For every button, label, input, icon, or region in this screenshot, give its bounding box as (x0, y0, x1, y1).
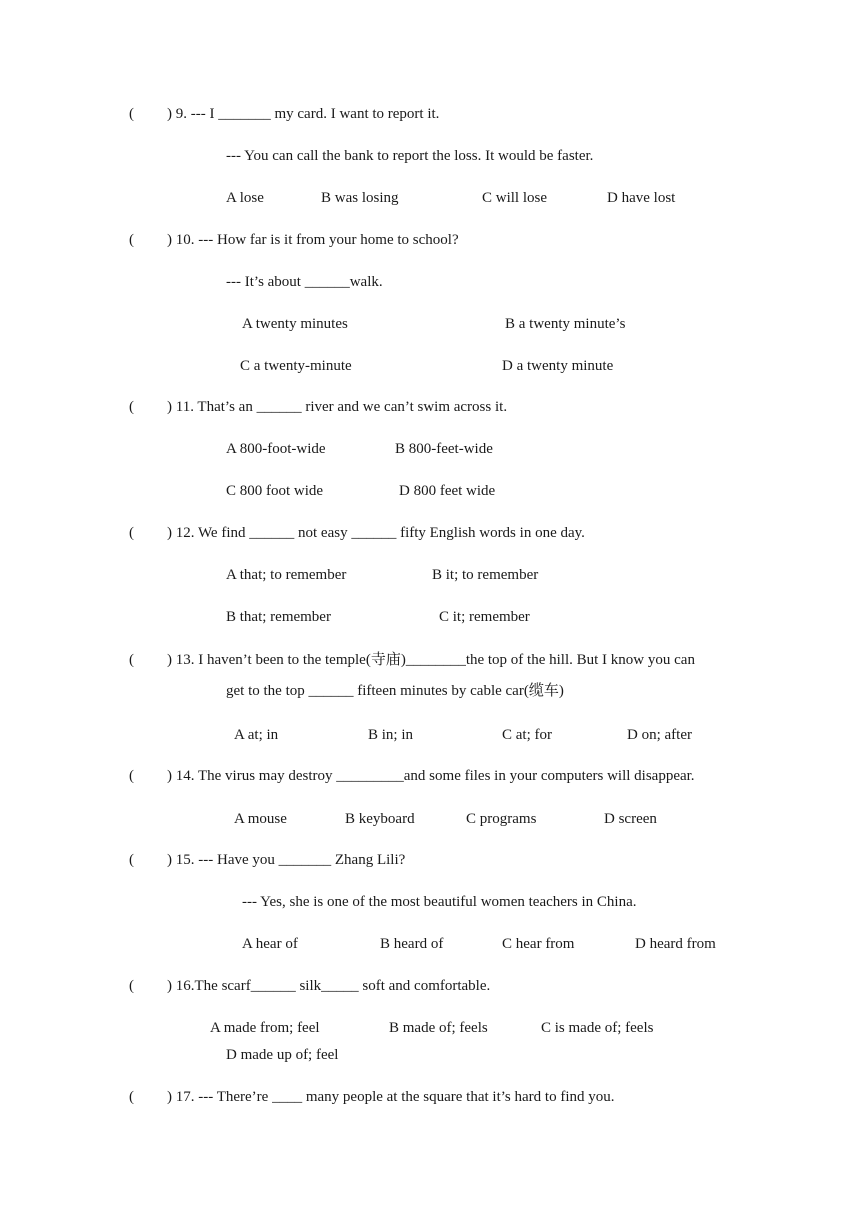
option-a: A mouse (234, 811, 287, 827)
option-b: B 800-feet-wide (395, 441, 493, 457)
option-c: C hear from (502, 936, 575, 952)
answer-blank-open: ( (129, 768, 134, 784)
question-stem: ) 16.The scarf______ silk_____ soft and comfortable. (167, 978, 491, 994)
option-a: A 800-foot-wide (226, 441, 326, 457)
question-stem: ) 14. The virus may destroy _________and some files in your computers will disappear. (167, 768, 695, 784)
option-d: D screen (604, 811, 657, 827)
question-stem-continued: get to the top ______ fifteen minutes by cable car(缆车) (226, 683, 564, 699)
option-a: A that; to remember (226, 567, 347, 583)
answer-blank-open: ( (129, 399, 134, 415)
option-b: B a twenty minute’s (505, 316, 626, 332)
answer-blank-open: ( (129, 852, 134, 868)
option-a: A hear of (242, 936, 298, 952)
dialogue-reply: --- It’s about ______walk. (226, 274, 383, 290)
option-d: D have lost (607, 190, 676, 206)
option-d: D heard from (635, 936, 716, 952)
question-stem: ) 12. We find ______ not easy ______ fifty English words in one day. (167, 525, 585, 541)
answer-blank-open: ( (129, 652, 134, 668)
option-b: B it; to remember (432, 567, 539, 583)
option-c: C is made of; feels (541, 1020, 654, 1036)
option-c: C at; for (502, 727, 552, 743)
option-b: B keyboard (345, 811, 415, 827)
question-stem: ) 13. I haven’t been to the temple(寺庙)________the top of the hill. But I know you can (167, 652, 695, 668)
option-a: A made from; feel (210, 1020, 320, 1036)
option-c: C programs (466, 811, 537, 827)
dialogue-reply: --- You can call the bank to report the loss. It would be faster. (226, 148, 594, 164)
dialogue-reply: --- Yes, she is one of the most beautiful women teachers in China. (242, 894, 637, 910)
option-b: B heard of (380, 936, 444, 952)
answer-blank-open: ( (129, 106, 134, 122)
answer-blank-open: ( (129, 1089, 134, 1105)
option-d: D 800 feet wide (399, 483, 496, 499)
question-stem: ) 11. That’s an ______ river and we can’t swim across it. (167, 399, 508, 415)
option-a: A twenty minutes (242, 316, 348, 332)
question-stem: ) 15. --- Have you _______ Zhang Lili? (167, 852, 406, 868)
option-d: D on; after (627, 727, 692, 743)
option-b: B in; in (368, 727, 414, 743)
option-c: C will lose (482, 190, 548, 206)
option-b: B was losing (321, 190, 399, 206)
option-d: D made up of; feel (226, 1047, 339, 1063)
answer-blank-open: ( (129, 978, 134, 994)
answer-blank-open: ( (129, 525, 134, 541)
option-c: C a twenty-minute (240, 358, 352, 374)
option-a: A lose (226, 190, 264, 206)
option-a: A at; in (234, 727, 279, 743)
option-c: C 800 foot wide (226, 483, 324, 499)
option-d: D a twenty minute (502, 358, 614, 374)
option-c: B that; remember (226, 609, 331, 625)
question-stem: ) 17. --- There’re ____ many people at the square that it’s hard to find you. (167, 1089, 615, 1105)
option-d: C it; remember (439, 609, 530, 625)
answer-blank-open: ( (129, 232, 134, 248)
option-b: B made of; feels (389, 1020, 488, 1036)
question-stem: ) 9. --- I _______ my card. I want to report it. (167, 106, 440, 122)
question-stem: ) 10. --- How far is it from your home to school? (167, 232, 459, 248)
